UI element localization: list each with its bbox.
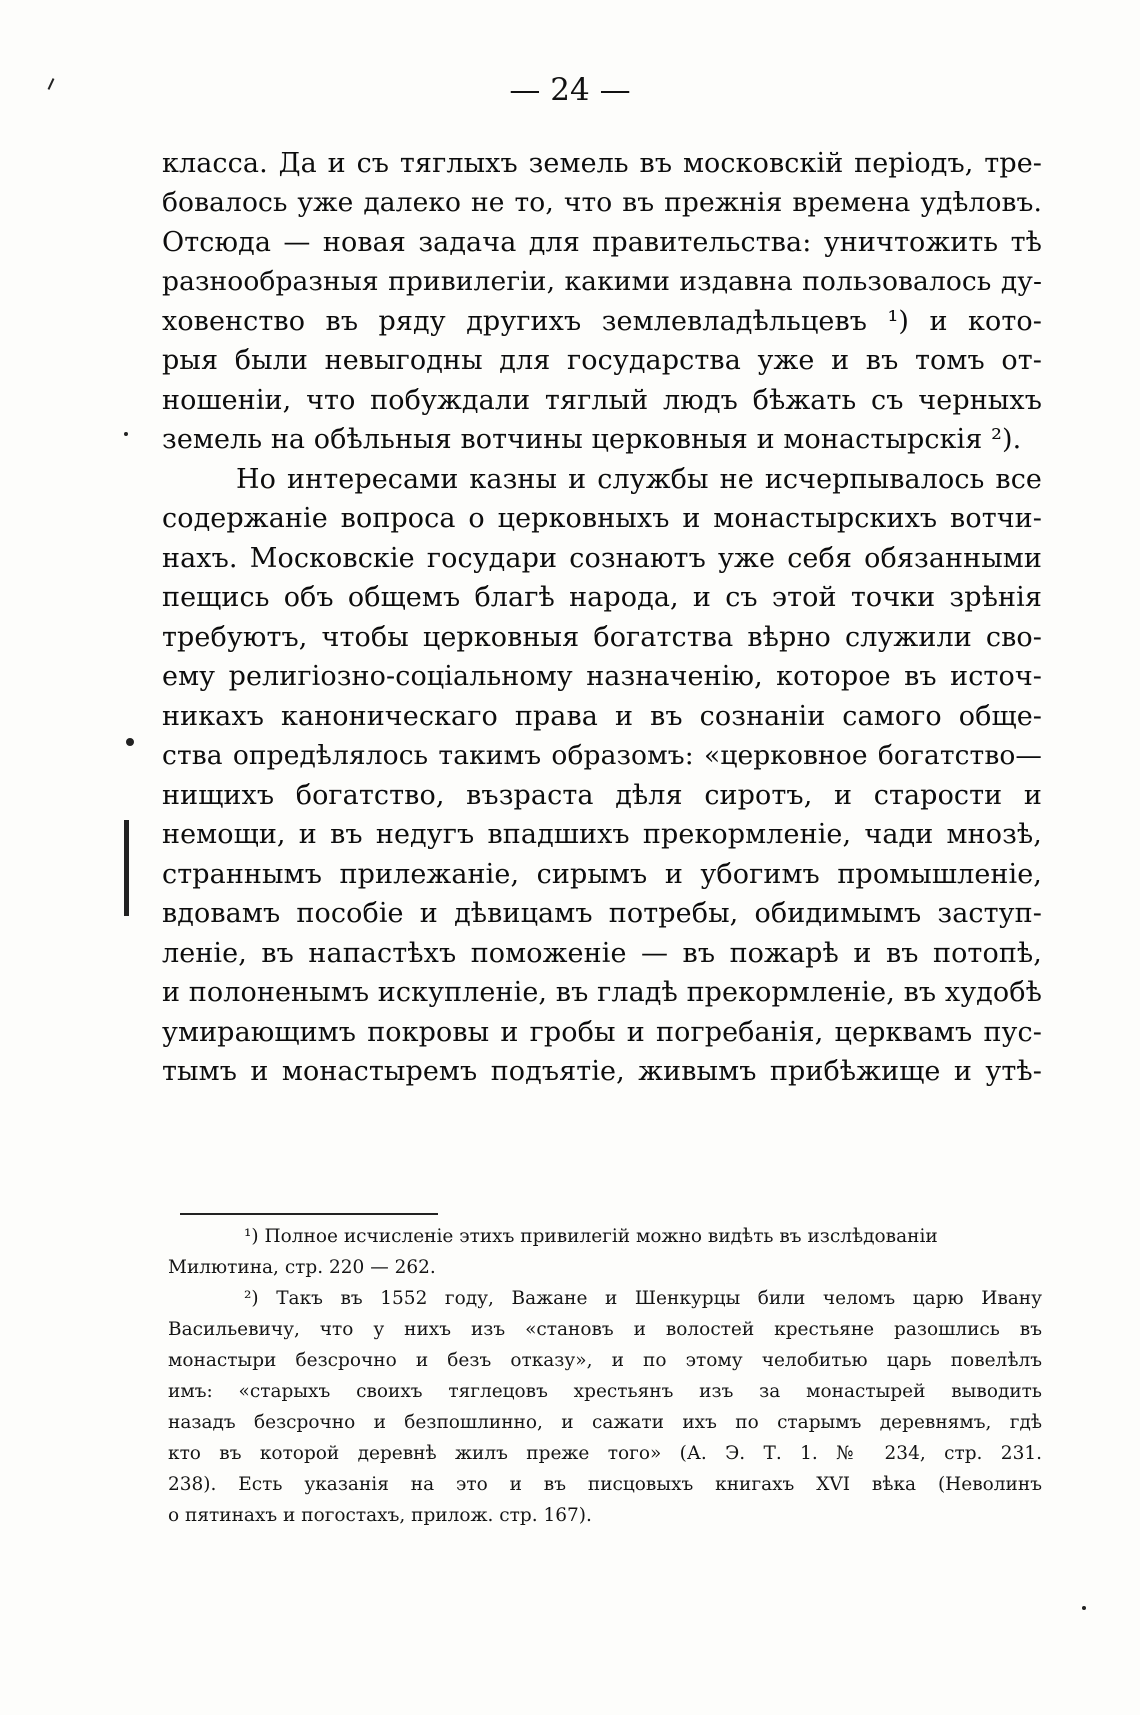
margin-dot <box>1082 1606 1086 1610</box>
body-line-9: Но интересами казны и службы не исчерпывалось все <box>236 464 1042 495</box>
body-line-23: умирающимъ покровы и гробы и погребанія, церквамъ пус- <box>162 1017 1042 1048</box>
body-line-6: рыя были невыгодны для государства уже и въ томъ от- <box>162 345 1042 376</box>
body-line-22: и полоненымъ искупленіе, въ гладѣ прекормленіе, въ худобѣ <box>162 977 1042 1008</box>
body-line-21: леніе, въ напастѣхъ поможеніе — въ пожарѣ и въ потопѣ, <box>162 938 1042 969</box>
margin-bar <box>124 820 129 916</box>
body-line-12: пещись объ общемъ благѣ народа, и съ этой точки зрѣнія <box>162 582 1042 613</box>
body-line-1: класса. Да и съ тяглыхъ земель въ московскій періодъ, тре- <box>162 148 1042 179</box>
body-line-20: вдовамъ пособіе и дѣвицамъ потребы, обидимымъ заступ- <box>162 898 1042 929</box>
body-line-24: тымъ и монастыремъ подъятіе, живымъ прибѣжище и утѣ- <box>162 1056 1042 1087</box>
footnote-line-8: кто въ которой деревнѣ жилъ преже того» (А. Э. Т. 1. № 234, стр. 231. <box>168 1443 1042 1464</box>
margin-dot <box>124 432 128 436</box>
footnote-separator <box>180 1213 438 1215</box>
footnote-line-6: имъ: «старыхъ своихъ тяглецовъ хрестьянъ изъ за монастырей выводить <box>168 1381 1042 1402</box>
footnote-line-4: Васильевичу, что у нихъ изъ «становъ и волостей крестьяне разошлись въ <box>168 1319 1042 1340</box>
page-number: — 24 — <box>509 72 631 108</box>
body-line-13: требуютъ, чтобы церковныя богатства вѣрно служили сво- <box>162 622 1042 653</box>
body-line-10: содержаніе вопроса о церковныхъ и монастырскихъ вотчи- <box>162 503 1042 534</box>
footnote-line-9: 238). Есть указанія на это и въ писцовыхъ книгахъ XVI вѣка (Неволинъ <box>168 1474 1042 1495</box>
footnote-line-10: о пятинахъ и погостахъ, прилож. стр. 167). <box>168 1505 592 1526</box>
footnote-line-5: монастыри безсрочно и безъ отказу», и по этому челобитью царь повелѣлъ <box>168 1350 1042 1371</box>
body-line-5: ховенство въ ряду другихъ землевладѣльцевъ ¹) и кото- <box>162 306 1042 337</box>
body-line-15: никахъ каноническаго права и въ сознаніи самого обще- <box>162 701 1042 732</box>
body-line-3: Отсюда — новая задача для правительства: уничтожить тѣ <box>162 227 1042 258</box>
footnote-line-3: ²) Такъ въ 1552 году, Важане и Шенкурцы били челомъ царю Ивану <box>244 1288 1042 1309</box>
body-line-16: ства опредѣлялось такимъ образомъ: «церковное богатство— <box>162 740 1042 771</box>
footnote-line-1: ¹) Полное исчисленіе этихъ привилегій можно видѣть въ изслѣдованіи <box>244 1226 938 1247</box>
footnote-line-7: назадъ безсрочно и безпошлинно, и сажати ихъ по старымъ деревнямъ, гдѣ <box>168 1412 1042 1433</box>
body-line-2: бовалось уже далеко не то, что въ прежнія времена удѣловъ. <box>162 187 1042 218</box>
body-line-11: нахъ. Московскіе государи сознаютъ уже себя обязанными <box>162 543 1042 574</box>
body-line-18: немощи, и въ недугъ впадшихъ прекормленіе, чади мнозѣ, <box>162 819 1042 850</box>
margin-bullet <box>126 738 134 746</box>
body-line-14: ему религіозно-соціальному назначенію, которое въ источ- <box>162 661 1042 692</box>
body-line-4: разнообразныя привилегіи, какими издавна пользовалось ду- <box>162 266 1042 297</box>
body-line-19: страннымъ прилежаніе, сирымъ и убогимъ промышленіе, <box>162 859 1042 890</box>
body-line-7: ношеніи, что побуждали тяглый людъ бѣжать съ черныхъ <box>162 385 1042 416</box>
body-line-8: земель на обѣльныя вотчины церковныя и монастырскія ²). <box>162 424 1022 455</box>
body-line-17: нищихъ богатство, възраста дѣля сиротъ, и старости и <box>162 780 1042 811</box>
footnote-line-2: Милютина, стр. 220 — 262. <box>168 1257 436 1278</box>
